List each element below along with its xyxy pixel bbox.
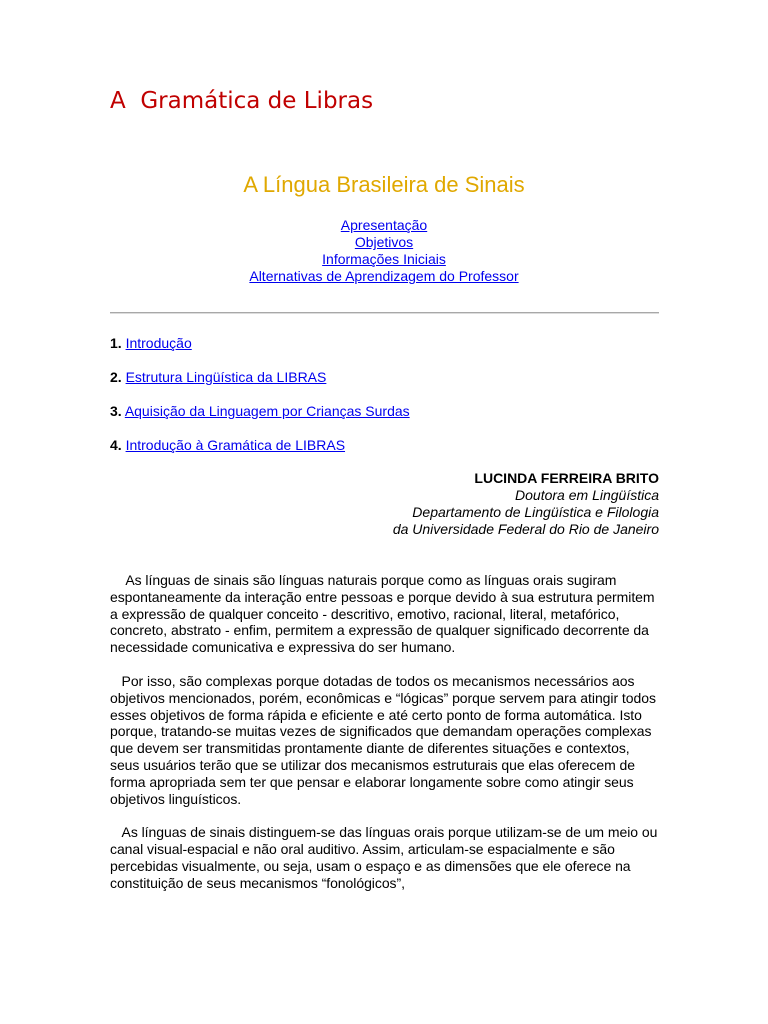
paragraph: As línguas de sinais são línguas naturais porque como as línguas orais sugiram espontaneamente da interação entre pessoas e porque devido à sua estrutura permitem a expressão de qualquer conceito - descritivo, emotivo, racional, literal, metafórico, concreto, abstrato - enfim, permitem a expressão de qualquer significado decorrente da necessidade comunicativa e expressiva do ser humano. xyxy=(110,572,659,656)
section-number: 1. xyxy=(110,335,122,351)
section-link-gramatica[interactable]: Introdução à Gramática de LIBRAS xyxy=(125,437,346,453)
list-item xyxy=(110,402,660,436)
author-department: Departamento de Lingüística e Filologia xyxy=(412,504,659,520)
author-degree: Doutora em Lingüística xyxy=(515,487,659,503)
section-link-estrutura[interactable]: Estrutura Lingüística da LIBRAS xyxy=(125,369,327,385)
body-text xyxy=(110,572,662,909)
horizontal-divider xyxy=(110,312,659,314)
paragraph: Por isso, são complexas porque dotadas de todos os mecanismos necessários aos objetivos mencionados, porém, econômicas e “lógicas” porque servem para atingir todos esses objetivos de forma rápida e eficiente e até certo ponto de forma automática. Isto porque, tratando-se muitas vezes de significados que demandam operações complexas que devem ser transmitidas prontamente diante de diferentes situações e contextos, seus usuários terão que se utilizar dos mecanismos estruturais que elas oferecem de forma apropriada sem ter que pensar e elaborar longamente sobre como atingir seus objetivos linguísticos. xyxy=(110,672,660,807)
link-apresentacao[interactable]: Apresentação xyxy=(340,217,428,233)
table-of-contents xyxy=(0,217,768,285)
author-university: da Universidade Federal do Rio de Janeiro xyxy=(392,521,659,537)
author-name: LUCINDA FERREIRA BRITO xyxy=(474,470,659,486)
section-list xyxy=(110,334,660,470)
section-link-aquisicao[interactable]: Aquisição da Linguagem por Crianças Surdas xyxy=(124,403,410,419)
list-item xyxy=(110,368,660,402)
document-subtitle: A Língua Brasileira de Sinais xyxy=(243,172,525,197)
list-item xyxy=(110,334,660,368)
link-alternativas-aprendizagem[interactable]: Alternativas de Aprendizagem do Professor xyxy=(249,268,519,284)
section-link-introducao[interactable]: Introdução xyxy=(125,335,192,351)
list-item xyxy=(110,436,660,470)
section-number: 4. xyxy=(110,437,122,453)
section-number: 3. xyxy=(110,403,122,419)
section-number: 2. xyxy=(110,369,122,385)
author-block xyxy=(393,470,659,538)
document-title: A Gramática de Libras xyxy=(110,88,374,114)
link-objetivos[interactable]: Objetivos xyxy=(354,234,414,250)
paragraph: As línguas de sinais distinguem-se das línguas orais porque utilizam-se de um meio ou canal visual-espacial e não oral auditivo. Assim, articulam-se espacialmente e são percebidas visualmente, ou seja, usam o espaço e as dimensões que ele oferece na constituição de seus mecanismos “fonológicos”, xyxy=(110,824,662,891)
link-informacoes-iniciais[interactable]: Informações Iniciais xyxy=(322,251,446,267)
